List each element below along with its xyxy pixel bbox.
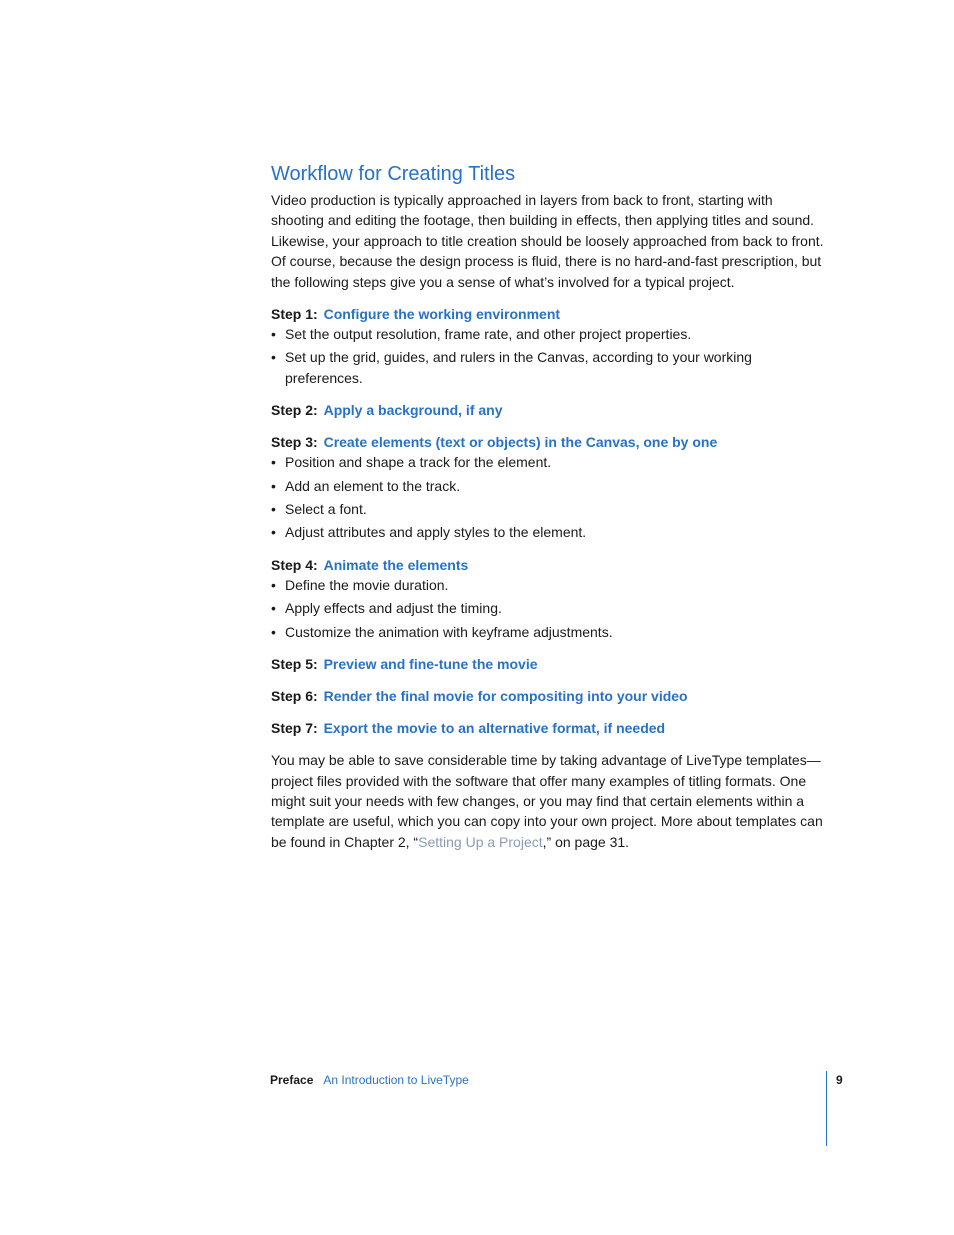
- step-title: Export the movie to an alternative format, if needed: [323, 720, 666, 737]
- step-bullet-list: [271, 452, 827, 543]
- section-title: Workflow for Creating Titles: [271, 163, 516, 185]
- list-item-text: Set up the grid, guides, and rulers in the Canvas, according to your working preferences.: [285, 349, 752, 386]
- bullet-icon: •: [271, 326, 276, 343]
- step-heading: [271, 304, 827, 324]
- step-heading: [271, 718, 827, 738]
- bullet-icon: •: [271, 477, 276, 494]
- list-item: [271, 347, 827, 388]
- list-item: [271, 575, 827, 595]
- list-item-text: Select a font.: [285, 501, 367, 518]
- step-title: Configure the working environment: [323, 306, 561, 323]
- steps-list: [271, 304, 827, 738]
- list-item-text: Set the output resolution, frame rate, and other project properties.: [285, 326, 692, 343]
- list-item-text: Apply effects and adjust the timing.: [285, 600, 502, 617]
- step-title: Preview and fine-tune the movie: [323, 656, 538, 673]
- list-item-text: Adjust attributes and apply styles to the element.: [285, 524, 587, 541]
- closing-paragraph: [271, 750, 827, 852]
- bullet-icon: •: [271, 524, 276, 541]
- bullet-icon: •: [271, 454, 276, 471]
- list-item: [271, 476, 827, 496]
- intro-paragraph: Video production is typically approached in layers from back to front, starting with shooting and editing the footage, then building in effects, then applying titles and sound. Likewise, your approach to title creation should be loosely approached from back to front. Of course, because the design process is fluid, there is no hard-and-fast prescription, but the following steps give you a sense of what’s involved for a typical project.: [271, 192, 824, 290]
- list-item: [271, 324, 827, 344]
- step-label: Step 4:: [271, 556, 318, 573]
- list-item-text: Add an element to the track.: [285, 477, 461, 494]
- closing-text: You may be able to save considerable time by taking advantage of LiveType templates—project files provided with the software that offer many examples of titling formats. One might suit your needs with few changes, or you may find that certain elements within a template are useful, which you can copy into your own project. More about templates can be found in Chapter 2, “: [271, 752, 823, 850]
- chapter-link[interactable]: Setting Up a Project: [418, 833, 543, 850]
- footer-divider: [826, 1071, 827, 1146]
- bullet-icon: •: [271, 349, 276, 366]
- list-item: [271, 499, 827, 519]
- closing-text-end: ,” on page 31.: [542, 833, 630, 850]
- footer-section: Preface: [270, 1073, 314, 1087]
- step-label: Step 2:: [271, 402, 318, 419]
- list-item-text: Position and shape a track for the element.: [285, 454, 552, 471]
- step-title: Apply a background, if any: [323, 402, 503, 419]
- bullet-icon: •: [271, 600, 276, 617]
- bullet-icon: •: [271, 623, 276, 640]
- step-heading: [271, 686, 827, 706]
- page-footer: [270, 1072, 469, 1088]
- step-title: Animate the elements: [323, 556, 469, 573]
- step-heading: [271, 654, 827, 674]
- step-label: Step 5:: [271, 656, 318, 673]
- step-label: Step 7:: [271, 720, 318, 737]
- list-item: [271, 598, 827, 618]
- list-item-text: Customize the animation with keyframe adjustments.: [285, 623, 613, 640]
- step-heading: [271, 555, 827, 575]
- bullet-icon: •: [271, 501, 276, 518]
- bullet-icon: •: [271, 576, 276, 593]
- step-label: Step 1:: [271, 306, 318, 323]
- page-number: 9: [836, 1073, 843, 1087]
- step-title: Render the final movie for compositing into your video: [323, 688, 688, 705]
- step-heading: [271, 400, 827, 420]
- step-heading: [271, 432, 827, 452]
- list-item: [271, 622, 827, 642]
- list-item: [271, 522, 827, 542]
- step-bullet-list: [271, 575, 827, 642]
- footer-chapter: An Introduction to LiveType: [323, 1073, 469, 1087]
- step-title: Create elements (text or objects) in the Canvas, one by one: [323, 434, 718, 451]
- page-content: [271, 160, 827, 852]
- step-label: Step 6:: [271, 688, 318, 705]
- step-label: Step 3:: [271, 434, 318, 451]
- list-item-text: Define the movie duration.: [285, 576, 449, 593]
- step-bullet-list: [271, 324, 827, 388]
- list-item: [271, 452, 827, 472]
